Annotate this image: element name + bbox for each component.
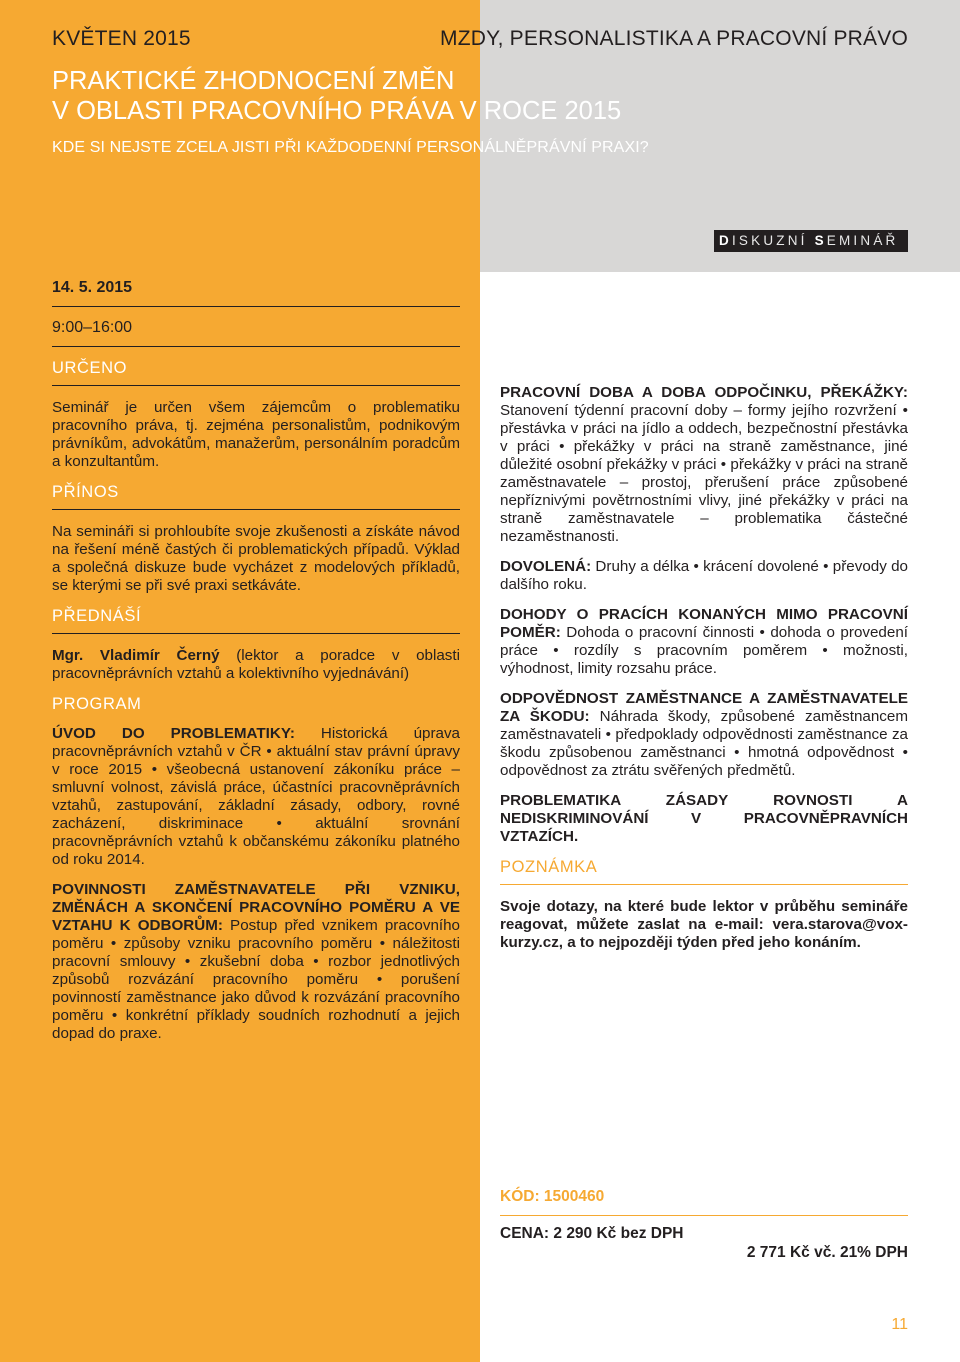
title-line-1: PRAKTICKÉ ZHODNOCENÍ ZMĚN <box>52 67 455 95</box>
program-item <box>500 606 908 678</box>
badge-initial-s: S <box>814 233 827 248</box>
program-item-lead: ÚVOD DO PROBLEMATIKY: <box>52 725 295 742</box>
program-item <box>52 725 460 869</box>
program-item-text: Náhrada škody, způsobené zaměstnancem zaměstnavateli • předpoklady odpovědnosti zaměstnance za škodu způsobenou zaměstnanci • hmotná odpovědnost • odpovědnost za ztrátu svěřených předmětů. <box>500 708 908 779</box>
program-heading: PROGRAM <box>52 695 142 713</box>
event-date: 14. 5. 2015 <box>52 276 460 307</box>
lecturer-name: Mgr. Vladimír Černý <box>52 647 220 664</box>
urceno-text: Seminář je určen všem zájemcům o problematiku pracovního práva, tj. zejména personalistům, podnikovým právníkům, advokátům, manažerům, personálním poradcům a konzultantům. <box>52 399 460 470</box>
urceno-heading: URČENO <box>52 359 460 386</box>
price-with-vat: 2 771 Kč vč. 21% DPH <box>746 1244 908 1261</box>
page-number: 11 <box>891 1316 908 1333</box>
poznamka-heading: POZNÁMKA <box>500 858 908 885</box>
poznamka-text: Svoje dotazy, na které bude lektor v průběhu semináře reagovat, můžete zaslat na e-mail: vera.starova@vox-kurzy.cz, a to nejpozději týden před jeho konáním. <box>500 898 908 951</box>
program-item-lead: DOVOLENÁ: <box>500 558 592 575</box>
program-item <box>500 558 908 594</box>
program-item <box>52 881 460 1043</box>
right-column <box>500 384 908 964</box>
program-item-lead: ODPOVĚDNOST ZAMĚSTNANCE A ZAMĚSTNAVATELE ZA ŠKODU: <box>500 690 908 725</box>
lecturer-description: (lektor a poradce v oblasti pracovněprávních vztahů a kolektivního vyjednávání) <box>52 647 460 682</box>
program-item-text: Postup před vznikem pracovního poměru • způsoby vzniku pracovního poměru • náležitosti pracovní smlouvy • zkušební doba • rozbor jednotlivých způsobů rozvázání pracovního poměru • porušení povinností zaměstnance jako důvod k rozvázání pracovního poměru • konkrétní příklady soudních rozhodnutí a jejich dopad do praxe. <box>52 917 461 1042</box>
prednasi-heading: PŘEDNÁŠÍ <box>52 607 460 634</box>
program-item <box>500 690 908 780</box>
badge-initial-d: D <box>719 233 732 248</box>
issue-month: KVĚTEN 2015 <box>52 27 191 50</box>
program-item-text: Historická úprava pracovněprávních vztahů v ČR • aktuální stav právní úpravy v roce 2015 • všeobecná ustanovení zákoníku práce – smluvní volnost, závislá práce, účastníci pracovněprávních vztahů, zastupování, základní zásady, odbory, rovné zacházení, diskriminace • aktuální srovnání pracovněprávních vztahů k občanskému zákoníku platného od roku 2014. <box>52 725 461 868</box>
event-time: 9:00–16:00 <box>52 319 460 347</box>
page-subtitle: KDE SI NEJSTE ZCELA JISTI PŘI KAŽDODENNÍ PERSONÁLNĚPRÁVNÍ PRAXI? <box>52 139 649 156</box>
page-title <box>52 66 852 126</box>
program-item <box>500 384 908 546</box>
course-code: KÓD: 1500460 <box>500 1188 908 1216</box>
lecturer-paragraph <box>52 647 460 683</box>
prinos-text: Na semináři si prohloubíte svoje zkušenosti a získáte návod na řešení méně častých či problematických případů. Výklad a společná diskuze bude vycházet z modelových příkladů, se kterými se při své praxi setkáváte. <box>52 523 460 594</box>
program-item <box>500 792 908 846</box>
prinos-heading: PŘÍNOS <box>52 483 460 510</box>
program-item-lead: DOHODY O PRACÍCH KONANÝCH MIMO PRACOVNÍ POMĚR: <box>500 606 908 641</box>
badge-word-2: EMINÁŘ <box>826 233 899 248</box>
section-title: MZDY, PERSONALISTIKA A PRACOVNÍ PRÁVO <box>440 27 908 50</box>
badge-word-1: ISKUZNÍ <box>731 233 808 248</box>
title-line-2: V OBLASTI PRACOVNÍHO PRÁVA V ROCE 2015 <box>52 97 622 125</box>
program-item-lead: PRACOVNÍ DOBA A DOBA ODPOČINKU, PŘEKÁŽKY: <box>500 384 908 401</box>
program-item-text: Stanovení týdenní pracovní doby – formy jejího rozvržení • přestávka v práci na jídlo a oddech, bezpečnostní přestávka v práci • překážky v práci na straně zaměstnance, jiné důležité osobní překážky v práci • překážky v práci na straně zaměstnavatele – prostoj, přerušení práce způsobené nepříznivými povětrnostními vlivy, jiné překážky v práci na straně zaměstnavatele – problematika částečné nezaměstnanosti. <box>500 402 908 545</box>
seminar-type-badge <box>714 230 908 252</box>
program-item-lead: PROBLEMATIKA ZÁSADY ROVNOSTI A NEDISKRIMINOVÁNÍ V PRACOVNĚPRAVNÍCH VZTAZÍCH. <box>500 792 908 845</box>
program-item-text: Dohoda o pracovní činnosti • dohoda o provedení práce • rozdíly s pracovním poměrem • možnosti, výhodnost, limity rozsahu práce. <box>500 624 908 677</box>
price-block <box>500 1224 908 1262</box>
program-item-text: Druhy a délka • krácení dovolené • převody do dalšího roku. <box>500 558 908 593</box>
price-without-vat: CENA: 2 290 Kč bez DPH <box>500 1225 684 1242</box>
left-column <box>52 276 460 1055</box>
program-item-lead: POVINNOSTI ZAMĚSTNAVATELE PŘI VZNIKU, ZMĚNÁCH A SKONČENÍ PRACOVNÍHO POMĚRU A VE VZTAHU K ODBORŮM: <box>52 881 460 934</box>
